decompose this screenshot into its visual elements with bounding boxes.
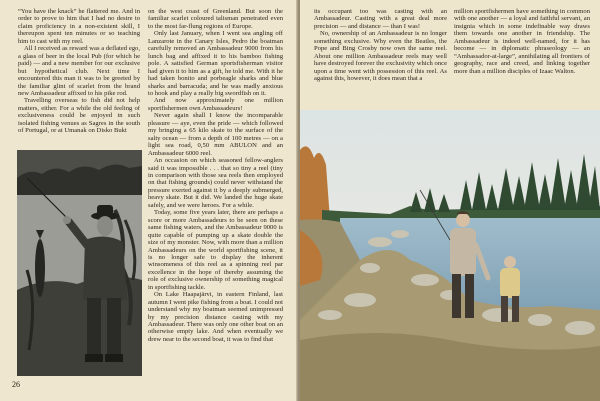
left-page bbox=[0, 0, 298, 401]
left-page-column-2 bbox=[148, 8, 283, 343]
right-page bbox=[300, 0, 600, 401]
left-page-column-1 bbox=[18, 8, 140, 135]
paragraph: On Lake Haapajärvi, in eastern Finland, last autumn I went pike fishing from a boat. I could not understand why my boatman seemed unimpressed by my precision distance casting with my Ambassadeur. There was only one other boat on an otherwise empty lake. And when eventually we drew near to the second boat, it was to find that bbox=[148, 291, 283, 343]
fisherman-photo bbox=[17, 150, 142, 376]
paragraph: “You have the knack” he flattered me. And in order to prove to him that I had no desire to claim proficiency in a non-existent skill, I thereupon spent ten minutes or so teaching him to cast with my reel. bbox=[18, 8, 140, 45]
paragraph: Today, some five years later, there are perhaps a score or more Ambassadeurs to be seen on these same fishing waters, and the Ambassadeur 9000 is quite capable of pumping up a skate double the size of my monster. Now, with more than a million Ambassadeurs on the world sportfishing scene, it is no longer safe to display the inherent winsomeness of this reel as a spinning reel par excellence in the hope of thereby assuming the role of exclusive ownership of something magical in sportfishing tackle. bbox=[148, 209, 283, 291]
lakeside-photo bbox=[300, 110, 600, 401]
paragraph: No, ownership of an Ambassadeur is no longer something exclusive. Why even the Beatles, the Pope and Bing Crosby now own the same reel. About one million Ambassadeur reels may well have destroyed forever the exclusivity which once upon a time went with possession of this reel. As against this, however, it does mean that a bbox=[314, 30, 447, 83]
paragraph: Never again shall I know the incomparable pleasure — aye, even the pride — which followed my bringing a 65 kilo skate to the surface of the salty ocean — from a depth of 100 metres — on a light sea road, 0,50 mm ABULON and an Ambassadeur 6000 reel. bbox=[148, 112, 283, 157]
page-number: 26 bbox=[12, 380, 20, 389]
paragraph: And now approximately one million sportfishermen own Ambassadeurs! bbox=[148, 97, 283, 112]
right-page-column-2 bbox=[454, 8, 590, 75]
paragraph: on the west coast of Greenland. But soon the familiar scarlet coloured talisman penetrated even to the most far-flung regions of Europe. bbox=[148, 8, 283, 30]
paragraph: Travelling overseas to fish did not help matters, either. For a while the old feeling of exclusiveness could be enjoyed in such isolated fishing venues as Sagres in the south of Portugal, or at Umanak on Disko Bukt bbox=[18, 97, 140, 135]
paragraph: An occasion on which seasoned fellow-anglers said it was impossible . . . that so tiny a reel (tiny in comparison with those sea reels then employed on that fishing grounds) could never withstand the pressure exerted against it by a deeply submerged, heavy skate. But it did. We landed the huge skate safely, and we were heroes. For a while. bbox=[148, 157, 283, 209]
paragraph: Only last January, when I went sea angling off Lanzarote in the Canary Isles, Pedro the boatman carefully removed an Ambassadeur 9000 from his lunch bag and affixed it to his bamboo fishing pole. A satisfied German sportsfisherman visitor had given it to him as a gift, he told me. With it he had taken bonito and porbeagle sharks and blue sharks and barracuda; and he was madly anxious to hook and play a really big swordfish on it. bbox=[148, 30, 283, 97]
paragraph: All I received as reward was a deflated ego, a glass of beer in the local Pub (for which he paid) — and a new member for our exclusive but hypothetical club. Next time I encountered this man it was to be greeted by the familiar glint of scarlet from the brand new Ambassadeur affixed to his pike rod. bbox=[18, 45, 140, 97]
paragraph: its occupant too was casting with an Ambassadeur. Casting with a great deal more precision — and distance — than I was! bbox=[314, 8, 447, 30]
paragraph: million sportfishermen have something in common with one another — a loyal and faithful servant, an insignia which in some indefinable way draws them towards one another in friendship. The Ambassadeur is indeed well-named, for it has become — in diplomatic phraseology — an “Ambassador-at-large”, annihilating all frontiers of geography, race and creed, and linking together more than a million disciples of Izaac Walton. bbox=[454, 8, 590, 75]
right-page-column-1 bbox=[314, 8, 447, 83]
